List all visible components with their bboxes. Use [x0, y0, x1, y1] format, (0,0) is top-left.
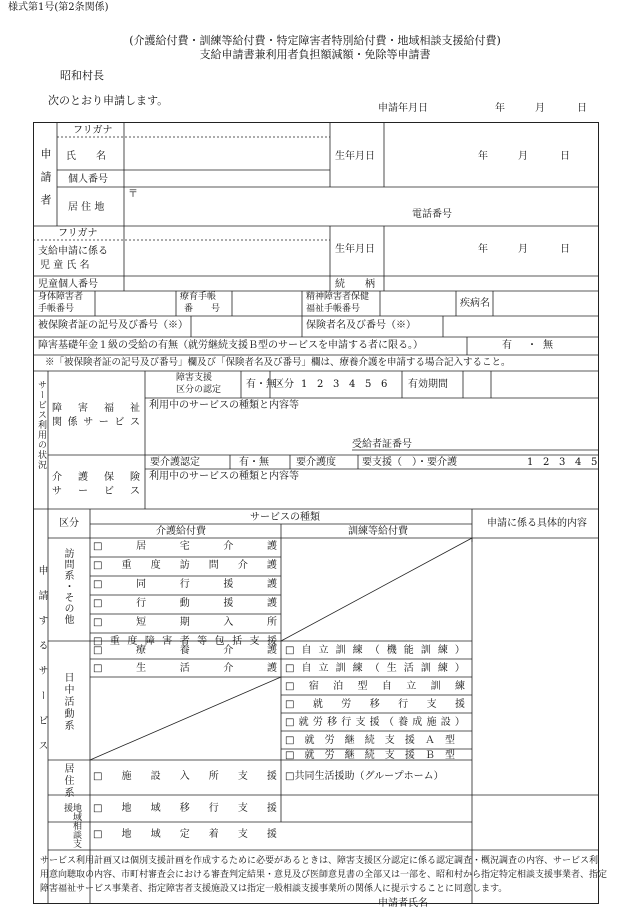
care-benefit-header: 介護給付費 [156, 526, 206, 537]
signature-label: 申請者氏名 [378, 898, 428, 909]
group-home-label: 居住系 [62, 763, 73, 799]
service-work-transition-school[interactable]: □ 就 労 移 行 支 援 （ 養 成 施 設 ） [285, 717, 465, 728]
child-relation-label: 続 柄 [335, 279, 375, 290]
kubun-label: 区分 [274, 379, 294, 390]
classification-yes-no: 有・無 [246, 379, 276, 390]
applicant-birth-label: 生年月日 [335, 151, 375, 162]
kubun-4: 4 [349, 379, 356, 390]
welfare-label-1: 障 害 福 祉 [52, 403, 140, 414]
valid-period-label: 有効期間 [408, 379, 448, 390]
consent-line-2: 用意向聴取の内容、市町村審査会における審査判定結果・意見及び医師意見書の全部又は一部を、昭和村から指定特定相談支援事業者、指定 [40, 870, 608, 880]
service-work-a[interactable]: □ 就 労 継 続 支 援 Ａ 型 [285, 735, 455, 746]
service-group-home[interactable]: □共同生活援助（グループホーム） [285, 771, 444, 782]
applicant-phone-label: 電話番号 [412, 209, 452, 220]
rehab-handbook-label-1: 療育手帳 [180, 292, 217, 302]
child-furigana-label: フリガナ [58, 228, 98, 239]
support-label: 要支援（ ）・要介護 [362, 457, 457, 468]
child-birth-label: 生年月日 [335, 244, 375, 255]
care-2: 2 [543, 457, 550, 468]
mental-handbook-label-2: 福祉手帳番号 [306, 304, 361, 314]
insurer-label: 保険者名及び番号（※） [306, 320, 416, 331]
care-label-1: 介 護 保 険 [52, 472, 140, 483]
care-3: 3 [559, 457, 566, 468]
child-name-label-2: 児 童 氏 名 [40, 260, 90, 271]
applicant-address-label: 居 住 地 [68, 202, 105, 213]
group-day-label: 日中活動系 [62, 672, 73, 732]
consent-line-1: サービス利用計画又は個別支援計画を作成するために必要があるときは、障害支援区分認定に係る認定調査・概況調査の内容、サービス利 [40, 856, 599, 866]
service-home-care[interactable]: □ 居 宅 介 護 [93, 541, 277, 552]
service-area-settle[interactable]: □ 地 域 定 着 支 援 [93, 829, 277, 840]
apply-date-label: 申請年月日 [378, 103, 428, 114]
care-4: 4 [575, 457, 582, 468]
welfare-services-in-use-label: 利用中のサービスの種類と内容等 [149, 400, 299, 411]
service-comprehensive[interactable]: □ 重 度 障 害 者 等 包 括 支 援 [93, 636, 277, 647]
recipient-no-label: 受給者証番号 [352, 439, 412, 450]
applicant-personal-no-label: 個人番号 [68, 174, 108, 185]
rehab-handbook-label-2: 番 号 [184, 304, 221, 314]
service-work-transition[interactable]: □ 就 労 移 行 支 援 [285, 699, 465, 710]
group-visit-label: 訪問系・その他 [62, 548, 73, 625]
child-personal-no-label: 児童個人番号 [38, 279, 98, 290]
service-training-stay[interactable]: □ 宿 泊 型 自 立 訓 練 [285, 681, 465, 692]
form-title-line1: (介護給付費・訓練等給付費・特定障害者特別給付費・地域相談支援給付費) [129, 34, 501, 47]
care-label-2: サ ー ビ ス [52, 486, 140, 497]
service-accompany[interactable]: □ 同 行 援 護 [93, 579, 277, 590]
service-work-b[interactable]: □ 就 労 継 続 支 援 Ｂ 型 [285, 750, 455, 761]
services-kinds-header: サービスの種類 [250, 512, 320, 523]
child-birth-day: 日 [560, 244, 570, 255]
kubun-6: 6 [381, 379, 388, 390]
insured-note: ※「被保険者証の記号及び番号」欄及び「保険者名及び番号」欄は、療養介護を申請する場合記入すること。 [45, 357, 511, 368]
insured-cert-label: 被保険者証の記号及び番号（※） [38, 320, 188, 331]
apply-year: 年 [495, 103, 505, 114]
mental-handbook-label-1: 精神障害者保健 [306, 292, 370, 302]
physical-handbook-label-1: 身体障害者 [38, 292, 84, 302]
service-short-stay[interactable]: □ 短 期 入 所 [93, 617, 277, 628]
applicant-birth-year: 年 [478, 151, 488, 162]
applicant-birth-month: 月 [518, 151, 528, 162]
kubun-5: 5 [365, 379, 372, 390]
care-1: 1 [527, 457, 534, 468]
form-number: 様式第1号(第2条関係) [8, 2, 109, 13]
service-life-care[interactable]: □ 生 活 介 護 [93, 663, 277, 674]
applicant-birth-day: 日 [560, 151, 570, 162]
care-level-label: 要介護度 [296, 457, 336, 468]
apply-day: 日 [577, 103, 587, 114]
physical-handbook-label-2: 手帳番号 [38, 304, 75, 314]
usage-side-label: サービス利用の状況 [36, 380, 46, 470]
classification-label-2: 区分の認定 [176, 385, 222, 395]
intro-text: 次のとおり申請します。 [48, 94, 169, 107]
form-title-line2: 支給申請書兼利用者負担額減額・免除等申請書 [199, 48, 431, 61]
kubun-1: 1 [301, 379, 308, 390]
pension-label: 障害基礎年金１級の受給の有無（就労継続支援Ｂ型のサービスを申請する者に限る。） [38, 340, 423, 351]
kubun-3: 3 [333, 379, 340, 390]
service-area-transition[interactable]: □ 地 域 移 行 支 援 [93, 803, 277, 814]
group-area-label: 地域相談支援 [62, 803, 81, 848]
applicant-furigana-label: フリガナ [73, 125, 113, 136]
service-facility[interactable]: □ 施 設 入 所 支 援 [93, 771, 277, 782]
detail-header: 申請に係る具体的内容 [487, 518, 587, 529]
child-name-label-1: 支給申請に係る [38, 246, 108, 257]
service-behavior[interactable]: □ 行 動 援 護 [93, 598, 277, 609]
service-training-function[interactable]: □ 自 立 訓 練 （ 機 能 訓 練 ） [285, 645, 465, 656]
consent-line-3: 障害福祉サービス事業者、指定障害者支援施設又は指定一般相談支援事業所の関係人に提示することに同意します。 [40, 884, 508, 894]
pension-no: 無 [543, 340, 553, 351]
apply-month: 月 [535, 103, 545, 114]
postal-mark: 〒 [128, 189, 138, 200]
care-cert-label: 要介護認定 [150, 457, 200, 468]
pension-yes: 有 [502, 340, 512, 351]
classification-label-1: 障害支援 [176, 373, 213, 383]
care-cert-yes-no: 有・無 [239, 457, 269, 468]
service-heavy-visit[interactable]: □ 重 度 訪 問 介 護 [93, 560, 277, 571]
disease-label: 疾病名 [460, 298, 490, 309]
services-kubun-header: 区分 [59, 518, 79, 529]
service-medical-care[interactable]: □ 療 養 介 護 [93, 645, 277, 656]
addressee: 昭和村長 [60, 69, 104, 82]
child-birth-month: 月 [518, 244, 528, 255]
services-side-label: 申請するサービス [36, 565, 47, 765]
applicant-side-label: 申請者 [39, 148, 52, 217]
welfare-label-2: 関 係 サ ー ビ ス [52, 417, 140, 428]
applicant-name-label: 氏 名 [66, 151, 106, 162]
kubun-2: 2 [317, 379, 324, 390]
care-services-in-use-label: 利用中のサービスの種類と内容等 [149, 471, 299, 482]
training-benefit-header: 訓練等給付費 [348, 526, 408, 537]
service-training-life[interactable]: □ 自 立 訓 練 （ 生 活 訓 練 ） [285, 663, 465, 674]
care-5: 5 [591, 457, 598, 468]
pension-dot: ・ [527, 340, 537, 351]
child-birth-year: 年 [478, 244, 488, 255]
